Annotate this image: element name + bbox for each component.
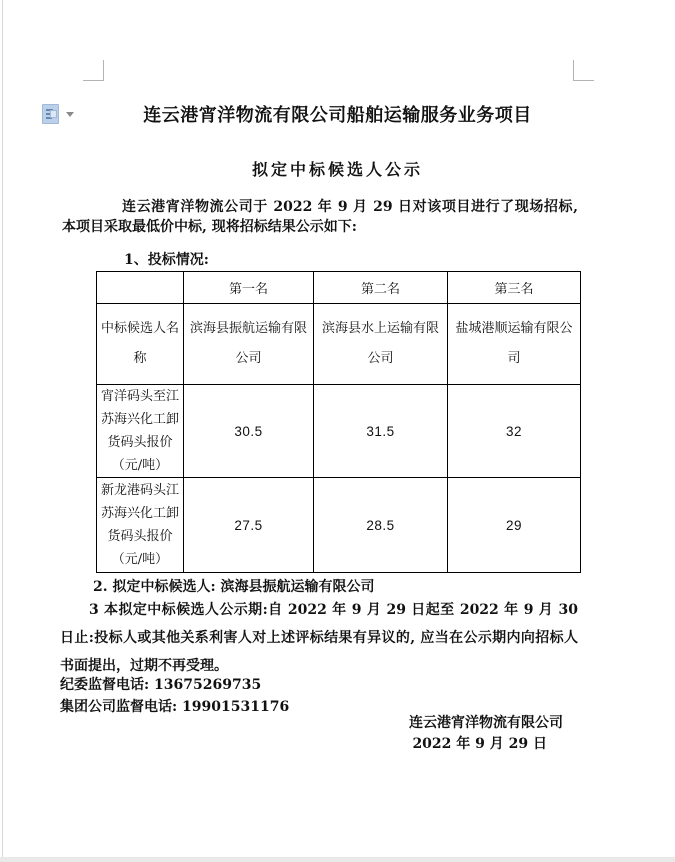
table-cell-candidate3: 盐城港顺运输有限公司 [448,304,581,385]
table-row-price-xinlonggang [97,478,581,573]
table-row-header [97,272,581,304]
table-cell-candidate-label: 中标候选人名称 [97,304,184,385]
table-row-candidates [97,304,581,385]
table-cell-rank3: 第三名 [448,272,581,304]
table-cell-candidate2: 滨海县水上运输有限公司 [314,304,448,385]
table-cell-rank2: 第二名 [314,272,448,304]
table-cell-route2-label: 新龙港码头江苏海兴化工卸货码头报价（元/吨） [97,478,184,573]
bid-results-table [96,271,581,573]
table-cell-candidate1: 滨海县振航运输有限公司 [184,304,314,385]
group-phone-line: 集团公司监督电话: 19901531176 [60,699,290,715]
table-cell-route1-price3: 32 [448,385,581,478]
table-row-price-xiaoyang [97,385,581,478]
table-cell-route1-price1: 30.5 [184,385,314,478]
table-cell-rank1: 第一名 [184,272,314,304]
document-title: 连云港宵洋物流有限公司船舶运输服务业务项目 [143,105,532,126]
signature-date: 2022 年 9 月 29 日 [412,736,547,752]
table-cell-empty [97,272,184,304]
table-cell-route2-price3: 29 [448,478,581,573]
page-bottom-edge [0,857,675,862]
margin-crop-mark-top-right [573,60,594,81]
table-cell-route1-label: 宵洋码头至江苏海兴化工卸货码头报价（元/吨） [97,385,184,478]
intro-paragraph: 连云港宵洋物流公司于 2022 年 9 月 29 日对该项目进行了现场招标, 本项目采取最低价中标, 现将招标结果公示如下: [62,199,578,235]
table-cell-route2-price1: 27.5 [184,478,314,573]
page-left-edge [2,0,3,857]
document-subtitle: 拟定中标候选人公示 [251,160,423,179]
publicity-period-paragraph: 3 本拟定中标候选人公示期:自 2022 年 9 月 29 日起至 2022 年 9 月 30 日止:投标人或其他关系利害人对上述评标结果有异议的, 应当在公示期内向招标人书面提出，过期不再受理。 [60,602,578,674]
table-cell-route1-price2: 31.5 [314,385,448,478]
signature-company: 连云港宵洋物流有限公司 [409,715,563,731]
section1-label: 1、投标情况: [124,252,209,268]
margin-crop-mark-top-left [83,60,104,81]
table-cell-route2-price2: 28.5 [314,478,448,573]
discipline-phone-line: 纪委监督电话: 13675269735 [60,677,262,693]
selected-candidate-paragraph: 2. 拟定中标候选人: 滨海县振航运输有限公司 [93,579,375,595]
